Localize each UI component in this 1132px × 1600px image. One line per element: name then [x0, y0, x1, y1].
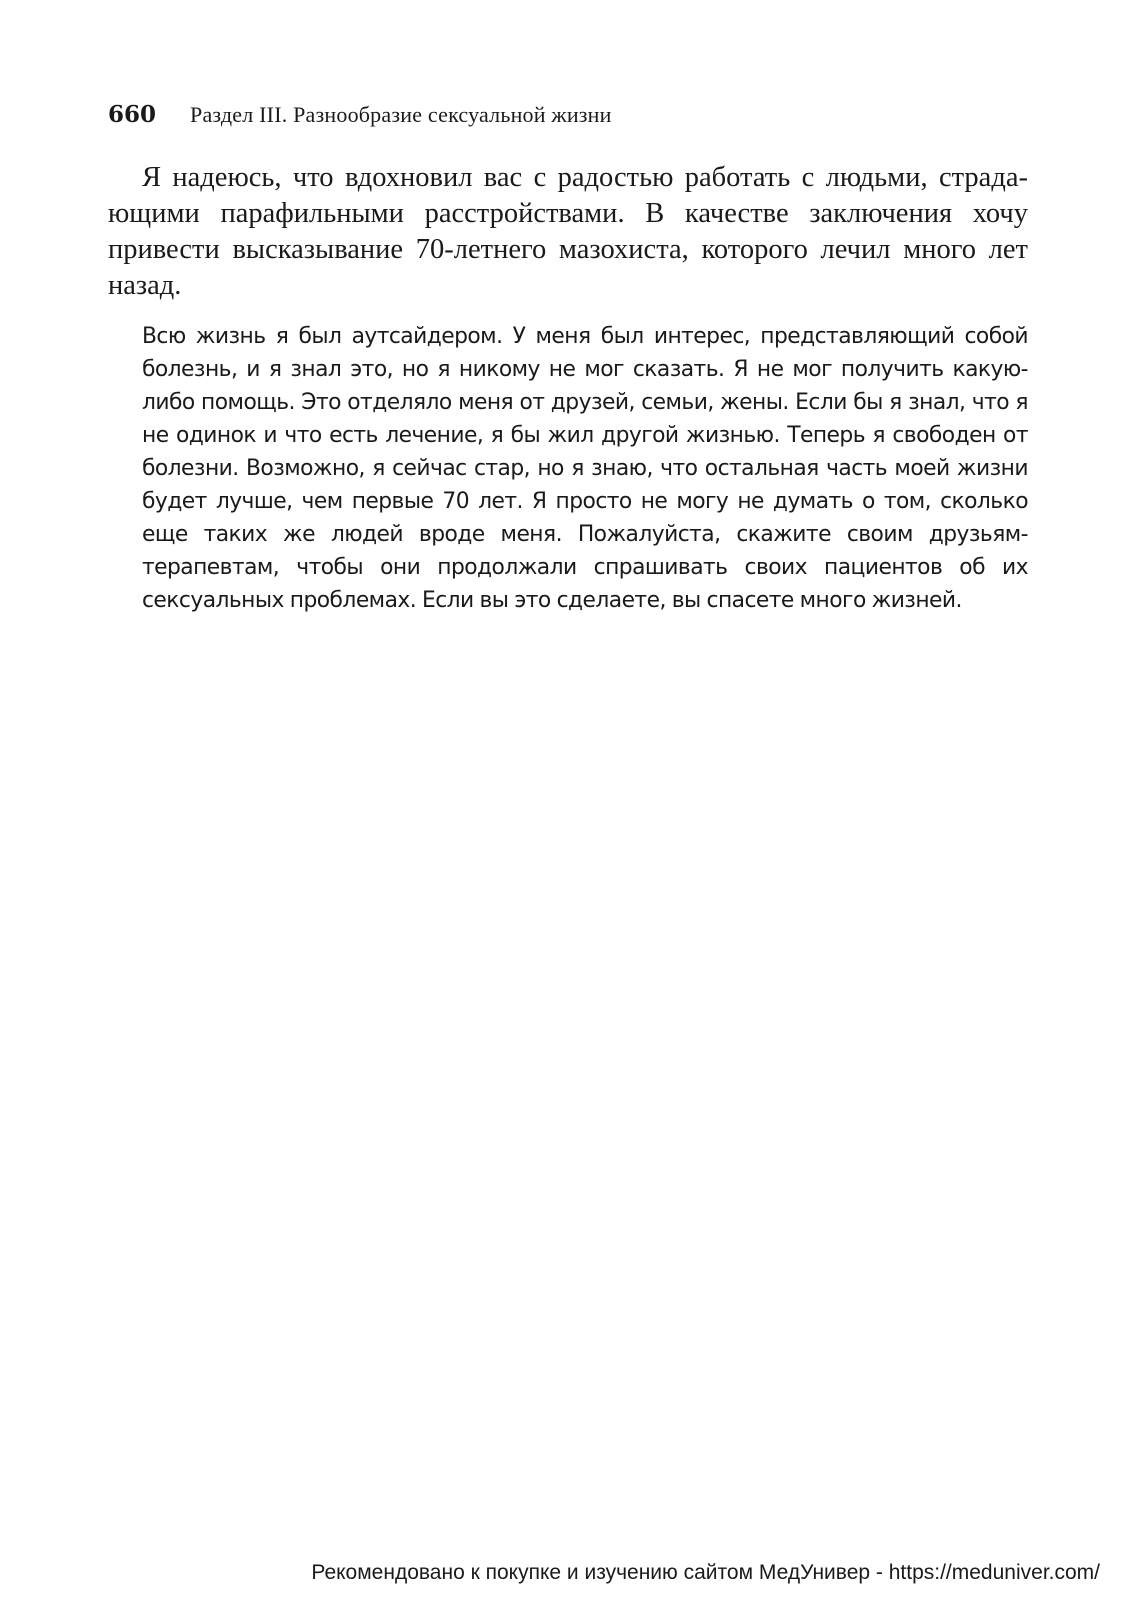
page-header: [108, 100, 1028, 130]
running-title: Раздел III. Разнообразие сексуальной жизни: [190, 102, 612, 127]
page-number: 660: [108, 101, 157, 128]
footer-note: Рекомендовано к покупке и изучению сайтом МедУнивер - https://meduniver.com/: [311, 1561, 1100, 1584]
body-paragraph: Я надеюсь, что вдохновил вас с радостью работать с людьми, страдающими парафильными расстройствами. В качестве заключения хочу привести высказывание 70-летнего мазохиста, которого лечил много лет назад.: [108, 162, 1028, 301]
block-quote: Всю жизнь я был аутсайдером. У меня был интерес, представляющий собой болезнь, и я знал это, но я никому не мог сказать. Я не мог получить какую-либо помощь. Это отделяло меня от друзей, семьи, жены. Если бы я знал, что я не одинок и что есть лечение, я бы жил другой жизнью. Теперь я свободен от болезни. Возможно, я сейчас стар, но я знаю, что остальная часть моей жизни будет лучше, чем первые 70 лет. Я просто не могу не думать о том, сколько еще таких же людей вроде меня. Пожалуйста, скажите своим друзьям-терапевтам, чтобы они продолжали спрашивать своих пациентов об их сексуальных проблемах. Если вы это сделаете, вы спасете много жизней.: [142, 324, 1028, 613]
